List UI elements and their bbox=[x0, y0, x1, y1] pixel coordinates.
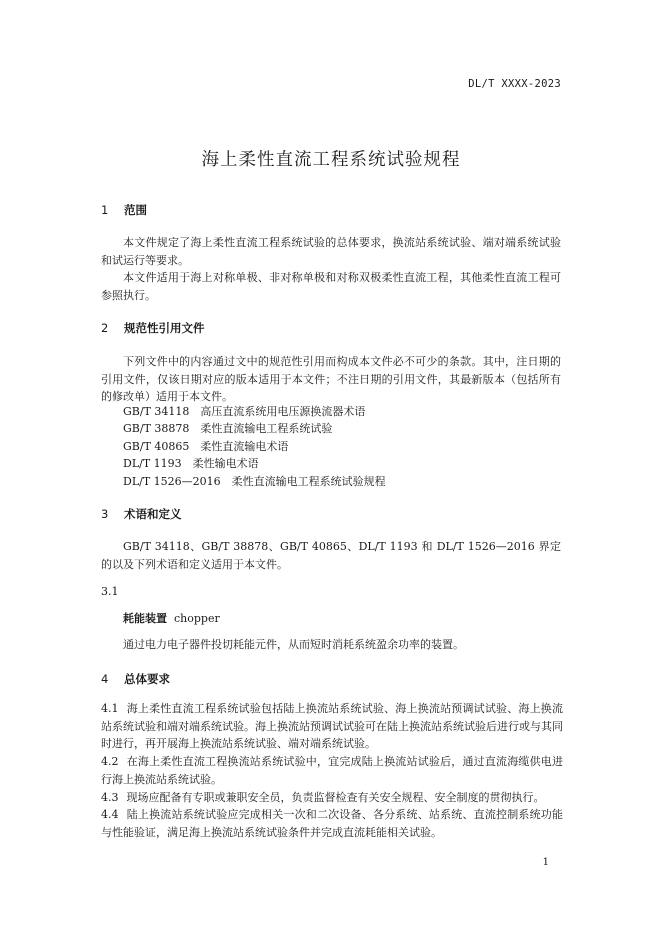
clause-number: 4.3 bbox=[101, 791, 119, 804]
clause-4-1 bbox=[101, 700, 563, 753]
section-title: 总体要求 bbox=[124, 672, 170, 686]
document-title: 海上柔性直流工程系统试验规程 bbox=[201, 150, 461, 170]
term-definition: 通过电力电子器件投切耗能元件，从而短时消耗系统盈余功率的装置。 bbox=[123, 638, 464, 651]
term-entry bbox=[123, 610, 220, 626]
clause-text: 在海上柔性直流工程换流站系统试验中，宜完成陆上换流站试验后，通过直流海缆供电进行海上换流站系统试验。 bbox=[101, 755, 563, 786]
clause-4-2 bbox=[101, 753, 563, 788]
term-name: 耗能装置 bbox=[123, 612, 167, 625]
clause-number: 4.2 bbox=[101, 755, 119, 768]
clause-number: 4.4 bbox=[101, 808, 119, 821]
clause-text: 陆上换流站系统试验应完成相关一次和二次设备、各分系统、站系统、直流控制系统功能与性能验证，满足海上换流站系统试验条件并完成直流耗能相关试验。 bbox=[101, 808, 563, 839]
section-heading-terms bbox=[101, 506, 182, 522]
reference-item: DL/T 1193 柔性输电术语 bbox=[123, 457, 259, 470]
section-number: 3 bbox=[101, 507, 109, 521]
section-title: 范围 bbox=[124, 203, 147, 217]
clause-text: 现场应配备有专职或兼职安全员，负责监督检查有关安全规程、安全制度的贯彻执行。 bbox=[126, 791, 545, 804]
scope-paragraph-2: 本文件适用于海上对称单极、非对称单极和对称双极柔性直流工程，其他柔性直流工程可参照执行。 bbox=[101, 271, 561, 302]
reference-item: GB/T 34118 高压直流系统用电压源换流器术语 bbox=[123, 405, 366, 418]
section-heading-scope bbox=[101, 202, 147, 218]
clause-4-4 bbox=[101, 806, 563, 841]
terms-intro: GB/T 34118、GB/T 38878、GB/T 40865、DL/T 1193 和 DL/T 1526—2016 界定的以及下列术语和定义适用于本文件。 bbox=[101, 540, 561, 571]
clause-4-3 bbox=[101, 789, 563, 807]
scope-paragraph-1: 本文件规定了海上柔性直流工程系统试验的总体要求，换流站系统试验、端对端系统试验和试运行等要求。 bbox=[101, 236, 561, 267]
section-number: 2 bbox=[101, 321, 109, 335]
document-code: DL/T XXXX-2023 bbox=[468, 78, 561, 90]
term-english: chopper bbox=[174, 612, 220, 625]
clause-text: 海上柔性直流工程系统试验包括陆上换流站系统试验、海上换流站预调试试验、海上换流站系统试验和端对端系统试验。海上换流站预调试试验可在陆上换流站系统试验后进行或与其同时进行，再开展海上换流站系统试验、端对端系统试验。 bbox=[101, 702, 563, 750]
section-title: 规范性引用文件 bbox=[124, 321, 205, 335]
reference-item: GB/T 38878 柔性直流输电工程系统试验 bbox=[123, 422, 333, 435]
section-heading-references bbox=[101, 320, 205, 336]
page-number: 1 bbox=[542, 857, 549, 868]
references-intro: 下列文件中的内容通过文中的规范性引用而构成本文件必不可少的条款。其中，注日期的引用文件，仅该日期对应的版本适用于本文件；不注日期的引用文件，其最新版本（包括所有的修改单）适用于本文件。 bbox=[101, 355, 561, 403]
reference-item: GB/T 40865 柔性直流输电术语 bbox=[123, 440, 289, 453]
section-number: 1 bbox=[101, 203, 109, 217]
clause-number: 4.1 bbox=[101, 702, 119, 715]
term-clause-number: 3.1 bbox=[101, 585, 119, 598]
section-title: 术语和定义 bbox=[124, 507, 182, 521]
reference-item: DL/T 1526—2016 柔性直流输电工程系统试验规程 bbox=[123, 475, 386, 488]
section-number: 4 bbox=[101, 672, 109, 686]
section-heading-general bbox=[101, 671, 170, 687]
